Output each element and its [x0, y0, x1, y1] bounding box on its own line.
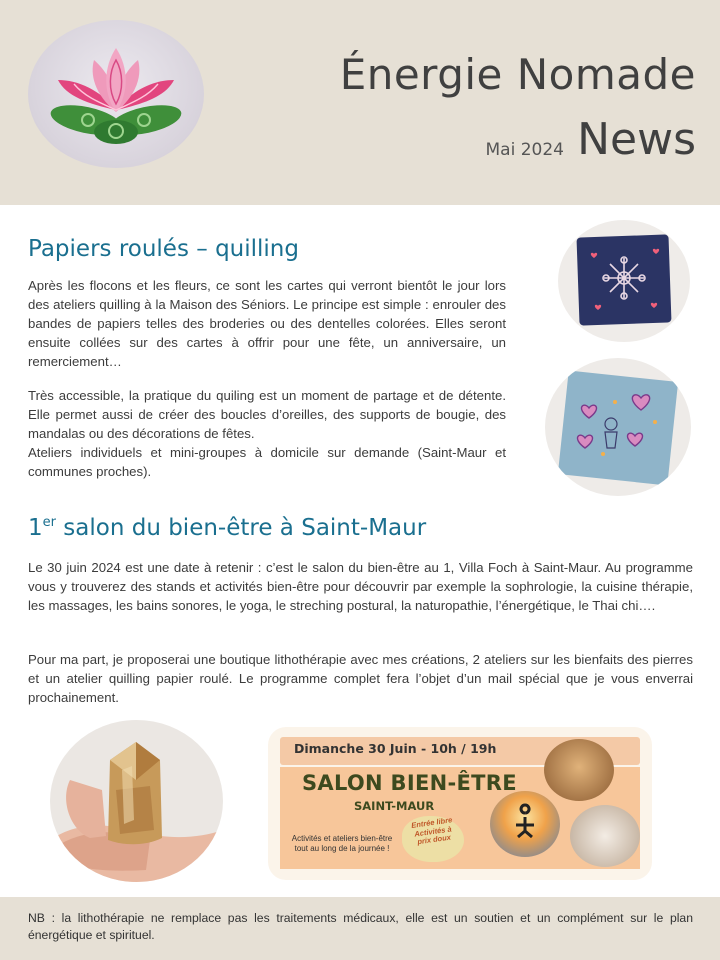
quilling-paragraph-1: Après les flocons et les fleurs, ce sont les cartes qui verront bientôt le jour lors des ateliers quilling à la Maison des Séniors. Le principe est simple : enrouler des bandes de papiers telles des broderies ou des dentelles colorées. Elles seront ensuite collées sur des cartes à offrir pour une fête, un anniversaire, un remerciement…	[28, 278, 506, 369]
issue-date: Mai 2024	[485, 140, 564, 160]
quilling-card-photo-snowflake	[558, 220, 690, 342]
section-title-quilling: Papiers roulés – quilling	[28, 236, 299, 262]
lotus-quilling-logo	[28, 20, 204, 168]
salon-paragraph-1: Le 30 juin 2024 est une date à retenir : c’est le salon du bien-être au 1, Villa Foch à Saint-Maur. Au programme vous y trouverez des stands et activités bien-être pour découvrir par exemple la sophrologie, la cuisine thérapie, les massages, les bains sonores, le yoga, le streching postural, la naturopathie, l’énergétique, le Thai chi….	[28, 560, 693, 613]
banner-date: Dimanche 30 Juin - 10h / 19h	[294, 741, 497, 756]
relaxation-photo	[570, 805, 640, 867]
quilling-paragraph-2	[28, 386, 506, 481]
banner-title: SALON BIEN-ÊTRE	[302, 771, 517, 795]
banner-entry: Entrée libre Activités à prix doux	[410, 815, 453, 847]
salon-paragraph-2: Pour ma part, je proposerai une boutique lithothérapie avec mes créations, 2 ateliers sur les bienfaits des pierres et un atelier quilling papier roulé. Le programme complet fera l’objet d’un mail spécial que je vous enverrai prochainement.	[28, 652, 693, 705]
citrine-crystal-photo	[50, 720, 223, 882]
newsletter-brand-title: Énergie Nomade	[339, 50, 696, 99]
massage-photo	[544, 739, 614, 801]
quilling-paragraph-2-line2: Ateliers individuels et mini-groupes à domicile sur demande (Saint-Maur et communes proches).	[28, 445, 506, 479]
salon-title-number: 1	[28, 515, 43, 541]
news-label: News	[577, 114, 696, 165]
quilling-card-photo-hearts	[545, 358, 691, 496]
salon-bien-etre-banner	[268, 727, 652, 880]
yoga-sunset-photo	[490, 791, 560, 857]
banner-info: Activités et ateliers bien-être tout au long de la journée !	[291, 834, 393, 853]
salon-title-ordinal: er	[42, 515, 56, 530]
quilling-paragraph-2-line1: Très accessible, la pratique du quiling est un moment de partage et de détente. Elle permet aussi de créer des boucles d’oreilles, des supports de bougie, des mandalas ou des décorations de fêtes.	[28, 388, 506, 441]
footer-note: NB : la lithothérapie ne remplace pas les traitements médicaux, elle est un soutien et un complément sur le plan énergétique et spirituel.	[28, 911, 693, 942]
section-title-salon	[28, 515, 426, 541]
banner-city: SAINT-MAUR	[354, 799, 435, 813]
salon-title-text: salon du bien-être à Saint-Maur	[55, 515, 427, 541]
